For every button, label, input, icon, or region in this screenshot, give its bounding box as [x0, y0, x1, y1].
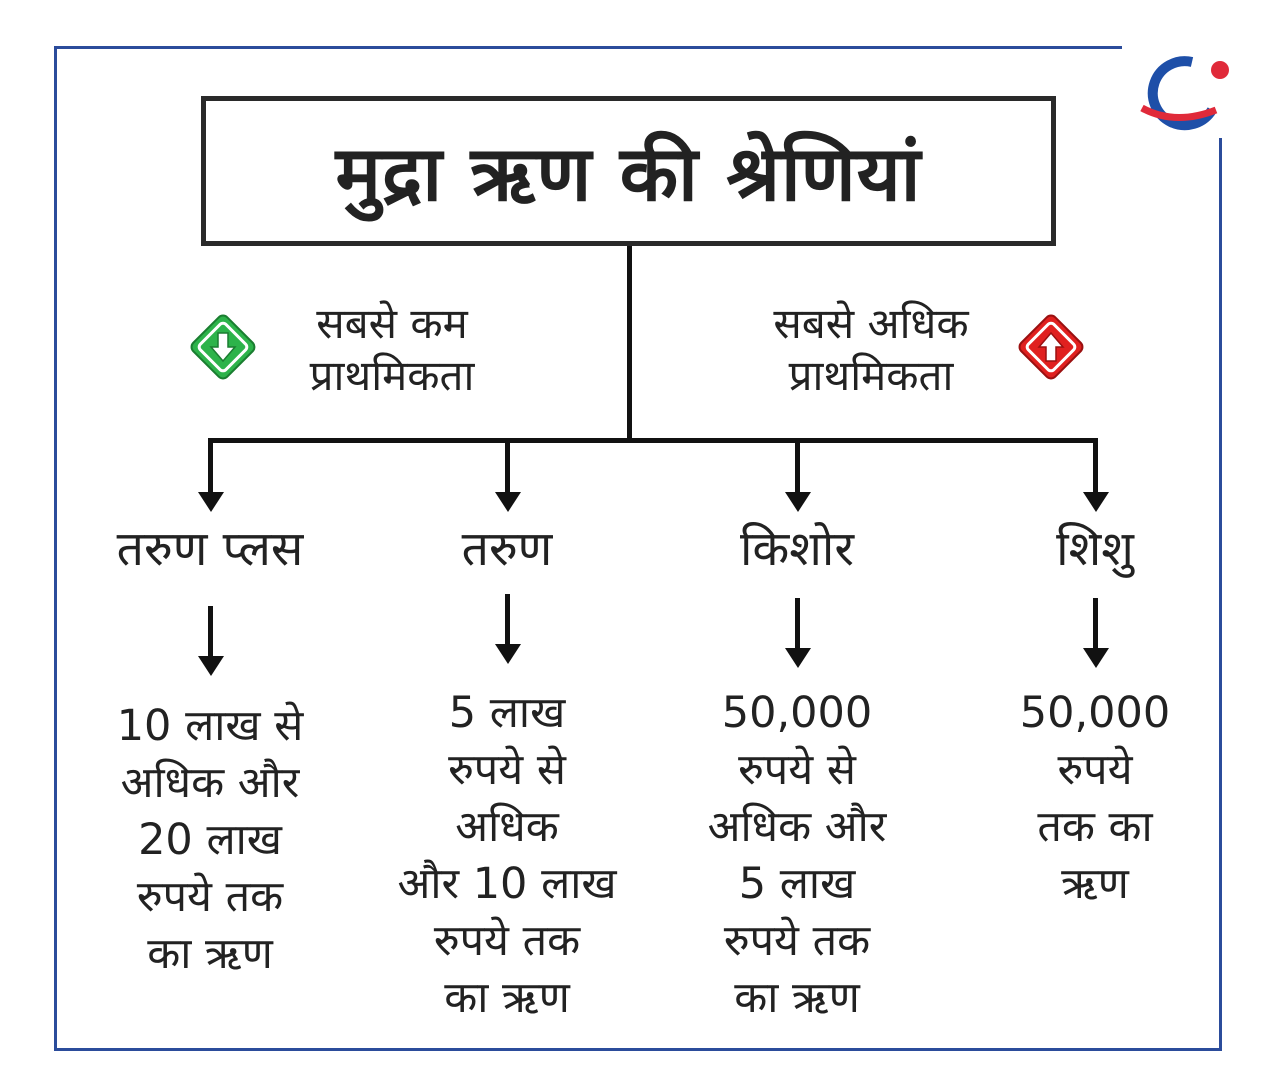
branch-arrowhead-2 [495, 492, 521, 512]
category-desc-4 [945, 685, 1245, 913]
desc-2-line-5: रुपये तक [433, 916, 581, 966]
desc-1-line-2: अधिक और [120, 758, 300, 808]
desc-arrowhead-3 [785, 648, 811, 668]
frame-bottom [54, 1048, 1222, 1051]
desc-arrowhead-4 [1083, 648, 1109, 668]
desc-2-line-4: और 10 लाख [397, 859, 617, 909]
branch-arrowhead-4 [1083, 492, 1109, 512]
page-title: मुद्रा ऋण की श्रेणियां [335, 128, 922, 218]
desc-2-line-2: रुपये से [448, 745, 566, 795]
category-desc-1 [60, 698, 360, 983]
high-priority-line-1: सबसे अधिक [773, 299, 969, 348]
connector-desc-1 [208, 606, 213, 658]
connector-desc-2 [505, 594, 510, 646]
title-box [201, 96, 1056, 246]
category-name-1: तरुण प्लस [116, 521, 304, 577]
desc-2-line-6: का ऋण [444, 973, 570, 1023]
desc-3-line-6: का ऋण [734, 973, 860, 1023]
category-name-2: तरुण [461, 521, 553, 577]
desc-1-line-5: का ऋण [147, 929, 273, 979]
desc-3-line-2: रुपये से [738, 745, 856, 795]
branch-arrowhead-1 [198, 492, 224, 512]
desc-3-line-5: रुपये तक [723, 916, 871, 966]
category-desc-2 [357, 685, 657, 1027]
connector-bar [208, 438, 1098, 443]
connector-desc-4 [1093, 598, 1098, 650]
high-priority-line-2: प्राथमिकता [788, 351, 954, 400]
category-name-3: किशोर [739, 521, 854, 577]
desc-3-line-1: 50,000 [721, 688, 873, 738]
low-priority-line-1: सबसे कम [316, 299, 468, 348]
desc-4-line-2: रुपये [1057, 745, 1133, 795]
down-arrow-icon [185, 309, 261, 385]
desc-arrowhead-2 [495, 644, 521, 664]
low-priority-label [258, 298, 526, 402]
frame-right [1219, 138, 1222, 1051]
desc-1-line-1: 10 लाख से [116, 701, 304, 751]
frame-left [54, 46, 57, 1051]
connector-branch-1 [208, 438, 213, 494]
desc-4-line-1: 50,000 [1019, 688, 1171, 738]
desc-2-line-3: अधिक [455, 802, 559, 852]
desc-3-line-3: अधिक और [707, 802, 887, 852]
desc-4-line-3: तक का [1037, 802, 1153, 852]
desc-3-line-4: 5 लाख [738, 859, 856, 909]
low-priority-line-2: प्राथमिकता [309, 351, 475, 400]
desc-4-line-4: ऋण [1061, 859, 1129, 909]
desc-1-line-3: 20 लाख [138, 815, 282, 865]
desc-1-line-4: रुपये तक [136, 872, 284, 922]
frame-top [54, 46, 1122, 49]
branch-arrowhead-3 [785, 492, 811, 512]
desc-2-line-1: 5 लाख [448, 688, 566, 738]
up-arrow-icon [1013, 309, 1089, 385]
high-priority-label [726, 298, 1016, 402]
connector-desc-3 [795, 598, 800, 650]
connector-branch-4 [1093, 438, 1098, 494]
category-desc-3 [647, 685, 947, 1027]
desc-arrowhead-1 [198, 656, 224, 676]
connector-branch-2 [505, 438, 510, 494]
category-name-4: शिशु [1056, 521, 1134, 577]
connector-branch-3 [795, 438, 800, 494]
brand-logo [1130, 52, 1240, 132]
connector-trunk [627, 246, 632, 442]
